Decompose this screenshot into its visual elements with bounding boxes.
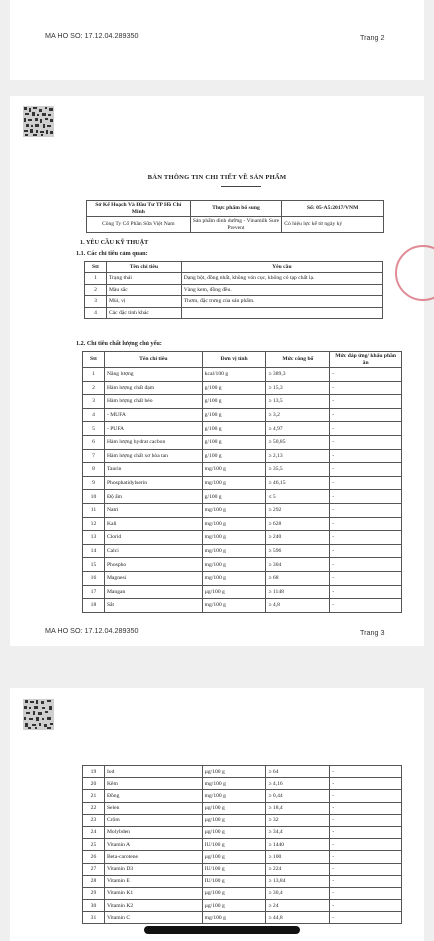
cell-unit: µg/100 g xyxy=(202,887,266,899)
cell-stt: 14 xyxy=(83,544,105,558)
cell-serving: - xyxy=(330,544,402,558)
document-page-2 xyxy=(10,0,424,80)
table-row xyxy=(83,395,402,409)
cell-name: Vitamin K1 xyxy=(104,887,202,899)
cell-serving: - xyxy=(330,851,402,863)
cell-serving: - xyxy=(330,422,402,436)
cell-serving: - xyxy=(330,368,402,382)
cell-name: Kali xyxy=(104,517,202,531)
cell-stt: 1 xyxy=(83,368,105,382)
cell-declared: ≥ 64 xyxy=(266,766,330,778)
cell-unit: IU/100 g xyxy=(202,839,266,851)
cell-name: Crôm xyxy=(104,814,202,826)
cell-name: Kẽm xyxy=(104,778,202,790)
qr-code-icon xyxy=(23,699,54,730)
cell-name: Iod xyxy=(104,766,202,778)
cell-stt: 12 xyxy=(83,517,105,531)
cell-serving: - xyxy=(330,826,402,838)
table-row xyxy=(83,463,402,477)
cell-declared: ≥ 13,5 xyxy=(266,395,330,409)
cell-unit: g/100 g xyxy=(202,395,266,409)
quality-col-serving: Mức đáp ứng/ khẩu phần ăn xyxy=(330,352,402,368)
cell-stt: 11 xyxy=(83,503,105,517)
cell-stt: 27 xyxy=(83,863,105,875)
cell-name: Selen xyxy=(104,802,202,814)
table-row xyxy=(83,544,402,558)
table-row xyxy=(83,490,402,504)
cell-unit: mg/100 g xyxy=(202,503,266,517)
cell-declared: ≥ 100 xyxy=(266,851,330,863)
table-row xyxy=(83,531,402,545)
table-row xyxy=(83,839,402,851)
cell-stt: 8 xyxy=(83,463,105,477)
cell-name: Magnesi xyxy=(104,571,202,585)
cell-declared: ≥ 4,16 xyxy=(266,778,330,790)
cell-serving: - xyxy=(330,490,402,504)
cell-stt: 7 xyxy=(83,449,105,463)
cell-name: Beta-carotene xyxy=(104,851,202,863)
cell-name: Vitamin C xyxy=(104,912,202,924)
cell-serving: - xyxy=(330,558,402,572)
cell-name: Hàm lượng chất béo xyxy=(104,395,202,409)
cell-unit: µg/100 g xyxy=(202,900,266,912)
cell-declared: ≥ 224 xyxy=(266,863,330,875)
cell-stt: 19 xyxy=(83,766,105,778)
cell-unit: µg/100 g xyxy=(202,766,266,778)
cell-unit: g/100 g xyxy=(202,381,266,395)
cell-serving: - xyxy=(330,875,402,887)
qr-code-icon xyxy=(23,106,54,137)
cell-name: Màu sắc xyxy=(106,284,181,296)
cell-stt: 13 xyxy=(83,531,105,545)
cell-declared: ≥ 240 xyxy=(266,531,330,545)
table-row xyxy=(83,585,402,599)
table-row xyxy=(83,790,402,802)
document-number: Số: 05-A5:2017/VNM xyxy=(282,201,384,217)
cell-declared: ≥ 4,97 xyxy=(266,422,330,436)
title-divider xyxy=(221,186,261,187)
quality-col-stt: Stt xyxy=(83,352,105,368)
cell-unit: µg/100 g xyxy=(202,585,266,599)
cell-declared: ≥ 44,8 xyxy=(266,912,330,924)
cell-serving: - xyxy=(330,900,402,912)
page-number: Trang 3 xyxy=(360,628,385,637)
quality-col-declared: Mức công bố xyxy=(266,352,330,368)
cell-name: Đồng xyxy=(104,790,202,802)
cell-stt: 9 xyxy=(83,476,105,490)
cell-declared: ≥ 32 xyxy=(266,814,330,826)
quality-col-name: Tên chỉ tiêu xyxy=(104,352,202,368)
cell-serving: - xyxy=(330,790,402,802)
cell-name: Vitamin D3 xyxy=(104,863,202,875)
cell-serving: - xyxy=(330,778,402,790)
cell-unit: g/100 g xyxy=(202,422,266,436)
table-row xyxy=(83,802,402,814)
cell-name: Phosphatidylserin xyxy=(104,476,202,490)
cell-declared: ≥ 50,85 xyxy=(266,435,330,449)
cell-name: Các đặc tính khác xyxy=(106,307,181,319)
cell-stt: 18 xyxy=(83,599,105,613)
cell-stt: 29 xyxy=(83,887,105,899)
cell-declared: ≥ 46,15 xyxy=(266,476,330,490)
cell-stt: 3 xyxy=(85,296,107,308)
cell-requirement xyxy=(181,307,382,319)
cell-stt: 1 xyxy=(85,273,107,285)
document-code: MA HO SO: 17.12.04.289350 xyxy=(45,626,139,635)
cell-name: Sắt xyxy=(104,599,202,613)
quality-table-part1 xyxy=(82,351,402,613)
cell-name: Vitamin E xyxy=(104,875,202,887)
table-row xyxy=(85,307,383,319)
cell-serving: - xyxy=(330,449,402,463)
cell-name: Phospho xyxy=(104,558,202,572)
quality-col-unit: Đơn vị tính xyxy=(202,352,266,368)
cell-stt: 4 xyxy=(83,408,105,422)
cell-name: Mangan xyxy=(104,585,202,599)
cell-unit: µg/100 g xyxy=(202,851,266,863)
cell-name: Taurin xyxy=(104,463,202,477)
cell-requirement: Vàng kem, đồng đều. xyxy=(181,284,382,296)
table-row xyxy=(83,814,402,826)
cell-declared: ≥ 389,3 xyxy=(266,368,330,382)
cell-declared: ≥ 1148 xyxy=(266,585,330,599)
cell-unit: g/100 g xyxy=(202,435,266,449)
cell-serving: - xyxy=(330,395,402,409)
cell-stt: 26 xyxy=(83,851,105,863)
section-1-1-heading: 1.1. Các chỉ tiêu cảm quan: xyxy=(76,250,148,257)
cell-unit: mg/100 g xyxy=(202,531,266,545)
table-row xyxy=(83,875,402,887)
cell-stt: 24 xyxy=(83,826,105,838)
company-name: Công Ty Cổ Phần Sữa Việt Nam xyxy=(87,217,191,233)
header-table xyxy=(86,200,384,233)
cell-unit: mg/100 g xyxy=(202,790,266,802)
table-row xyxy=(83,476,402,490)
table-row xyxy=(83,826,402,838)
cell-serving: - xyxy=(330,887,402,899)
cell-stt: 6 xyxy=(83,435,105,449)
cell-name: - PUFA xyxy=(104,422,202,436)
sensory-table xyxy=(84,261,383,319)
cell-serving: - xyxy=(330,517,402,531)
table-row xyxy=(83,381,402,395)
table-row xyxy=(83,863,402,875)
cell-serving: - xyxy=(330,408,402,422)
cell-declared: ≥ 34,4 xyxy=(266,826,330,838)
table-row xyxy=(83,503,402,517)
cell-stt: 28 xyxy=(83,875,105,887)
sensory-col-requirement: Yêu cầu xyxy=(181,262,382,273)
cell-name: Trạng thái xyxy=(106,273,181,285)
cell-serving: - xyxy=(330,476,402,490)
cell-declared: ≥ 15,3 xyxy=(266,381,330,395)
cell-declared: ≥ 13,84 xyxy=(266,875,330,887)
cell-unit: mg/100 g xyxy=(202,558,266,572)
cell-unit: IU/100 g xyxy=(202,863,266,875)
cell-declared: ≥ 35,5 xyxy=(266,463,330,477)
cell-declared: ≥ 596 xyxy=(266,544,330,558)
cell-stt: 10 xyxy=(83,490,105,504)
cell-unit: mg/100 g xyxy=(202,517,266,531)
cell-declared: ≥ 30,4 xyxy=(266,887,330,899)
cell-serving: - xyxy=(330,863,402,875)
cell-name: Hàm lượng chất đạm xyxy=(104,381,202,395)
cell-declared: ≥ 628 xyxy=(266,517,330,531)
cell-declared: ≤ 5 xyxy=(266,490,330,504)
redaction-bar xyxy=(144,926,300,934)
cell-requirement: Thơm, đặc trưng của sản phẩm. xyxy=(181,296,382,308)
table-row xyxy=(83,368,402,382)
cell-unit: mg/100 g xyxy=(202,544,266,558)
cell-unit: mg/100 g xyxy=(202,912,266,924)
cell-name: Vitamin A xyxy=(104,839,202,851)
table-row xyxy=(83,599,402,613)
cell-unit: mg/100 g xyxy=(202,599,266,613)
cell-stt: 4 xyxy=(85,307,107,319)
cell-unit: g/100 g xyxy=(202,490,266,504)
section-1-heading: 1. YÊU CẦU KỸ THUẬT xyxy=(80,239,149,246)
table-row xyxy=(83,408,402,422)
cell-declared: ≥ 4,8 xyxy=(266,599,330,613)
cell-name: Hàm lượng chất xơ hòa tan xyxy=(104,449,202,463)
sensory-col-stt: Stt xyxy=(85,262,107,273)
cell-stt: 2 xyxy=(83,381,105,395)
product-name: Sản phẩm dinh dưỡng - Vinamilk Sure Prevent xyxy=(190,217,282,233)
cell-unit: kcal/100 g xyxy=(202,368,266,382)
cell-unit: g/100 g xyxy=(202,449,266,463)
cell-stt: 23 xyxy=(83,814,105,826)
cell-declared: ≥ 1440 xyxy=(266,839,330,851)
cell-name: - MUFA xyxy=(104,408,202,422)
cell-declared: ≥ 3,2 xyxy=(266,408,330,422)
table-row xyxy=(83,449,402,463)
cell-serving: - xyxy=(330,435,402,449)
document-code: MA HO SO: 17.12.04.289350 xyxy=(45,31,139,40)
cell-unit: µg/100 g xyxy=(202,802,266,814)
table-row xyxy=(83,912,402,924)
cell-name: Vitamin K2 xyxy=(104,900,202,912)
cell-unit: mg/100 g xyxy=(202,571,266,585)
table-row xyxy=(83,887,402,899)
document-title: BẢN THÔNG TIN CHI TIẾT VỀ SẢN PHẨM xyxy=(147,174,287,181)
cell-serving: - xyxy=(330,531,402,545)
cell-stt: 31 xyxy=(83,912,105,924)
quality-table-part2 xyxy=(82,765,402,924)
sensory-col-name: Tên chỉ tiêu xyxy=(106,262,181,273)
page-number: Trang 2 xyxy=(360,33,385,42)
cell-stt: 25 xyxy=(83,839,105,851)
agency-name: Sở Kế Hoạch Và Đầu Tư TP Hồ Chí Minh xyxy=(87,201,191,217)
table-row xyxy=(83,900,402,912)
cell-stt: 5 xyxy=(83,422,105,436)
cell-declared: ≥ 2,13 xyxy=(266,449,330,463)
cell-unit: IU/100 g xyxy=(202,875,266,887)
cell-unit: g/100 g xyxy=(202,408,266,422)
cell-serving: - xyxy=(330,503,402,517)
cell-serving: - xyxy=(330,585,402,599)
cell-serving: - xyxy=(330,912,402,924)
table-row xyxy=(85,273,383,285)
document-page-3 xyxy=(10,96,424,646)
cell-declared: ≥ 304 xyxy=(266,558,330,572)
cell-stt: 21 xyxy=(83,790,105,802)
cell-declared: ≥ 292 xyxy=(266,503,330,517)
cell-declared: ≥ 24 xyxy=(266,900,330,912)
cell-serving: - xyxy=(330,839,402,851)
cell-stt: 22 xyxy=(83,802,105,814)
cell-name: Calci xyxy=(104,544,202,558)
cell-unit: µg/100 g xyxy=(202,826,266,838)
cell-stt: 2 xyxy=(85,284,107,296)
cell-declared: ≥ 18,4 xyxy=(266,802,330,814)
table-row xyxy=(83,422,402,436)
cell-serving: - xyxy=(330,802,402,814)
product-category: Thực phẩm bổ sung xyxy=(190,201,282,217)
table-row xyxy=(83,766,402,778)
cell-serving: - xyxy=(330,599,402,613)
cell-stt: 16 xyxy=(83,571,105,585)
cell-unit: mg/100 g xyxy=(202,463,266,477)
cell-serving: - xyxy=(330,381,402,395)
cell-stt: 15 xyxy=(83,558,105,572)
cell-name: Natri xyxy=(104,503,202,517)
cell-unit: mg/100 g xyxy=(202,778,266,790)
table-row xyxy=(83,435,402,449)
cell-declared: ≥ 68 xyxy=(266,571,330,585)
cell-name: Hàm lượng hydrat cacbon xyxy=(104,435,202,449)
cell-stt: 20 xyxy=(83,778,105,790)
document-page-4 xyxy=(10,688,424,941)
validity-note: Có hiệu lực kể từ ngày ký xyxy=(282,217,384,233)
cell-name: Molybden xyxy=(104,826,202,838)
cell-name: Clorid xyxy=(104,531,202,545)
cell-stt: 30 xyxy=(83,900,105,912)
cell-unit: mg/100 g xyxy=(202,476,266,490)
cell-name: Độ ẩm xyxy=(104,490,202,504)
cell-declared: ≥ 0,44 xyxy=(266,790,330,802)
cell-requirement: Dạng bột, đồng nhất, không vón cục, không có tạp chất lạ. xyxy=(181,273,382,285)
cell-name: Năng lượng xyxy=(104,368,202,382)
cell-serving: - xyxy=(330,766,402,778)
cell-serving: - xyxy=(330,463,402,477)
cell-serving: - xyxy=(330,571,402,585)
cell-stt: 3 xyxy=(83,395,105,409)
table-row xyxy=(85,296,383,308)
table-row xyxy=(83,517,402,531)
table-row xyxy=(83,851,402,863)
table-row xyxy=(83,778,402,790)
cell-unit: µg/100 g xyxy=(202,814,266,826)
cell-serving: - xyxy=(330,814,402,826)
table-row xyxy=(83,558,402,572)
table-row xyxy=(85,284,383,296)
section-1-2-heading: 1.2. Chỉ tiêu chất lượng chủ yếu: xyxy=(76,340,162,347)
cell-stt: 17 xyxy=(83,585,105,599)
cell-name: Mùi, vị xyxy=(106,296,181,308)
table-row xyxy=(83,571,402,585)
